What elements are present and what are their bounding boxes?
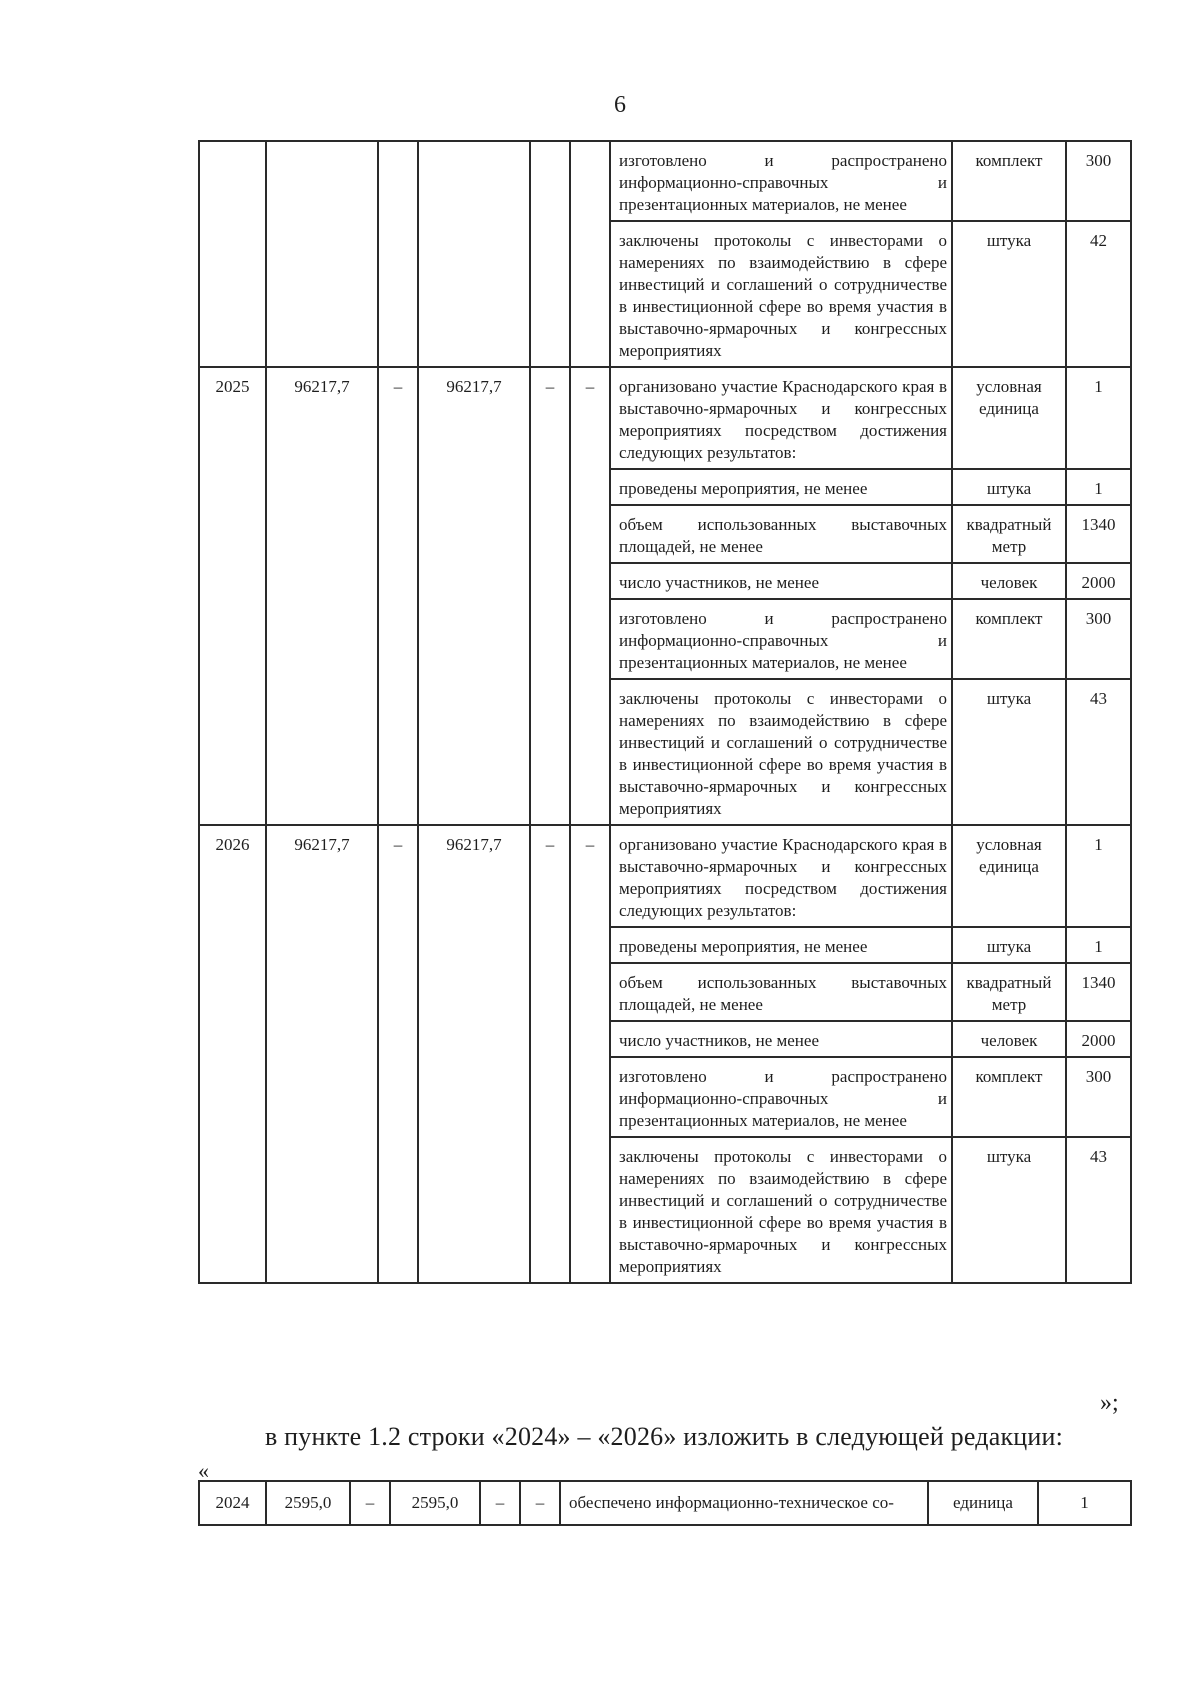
- municipal-cell: –: [530, 367, 570, 825]
- closing-quote: »;: [1100, 1390, 1119, 1416]
- regional-cell: 2595,0: [390, 1481, 480, 1525]
- extra-budget-cell: –: [570, 825, 610, 1283]
- extra-budget-cell: –: [570, 367, 610, 825]
- table-row: [199, 141, 1131, 221]
- result-text-cell: заключены протоколы с инвесторами о намерениях по взаимодействию в сфере инвестиций и соглашений о сотрудничестве в инвестиционной сфере во время участия в выставочно-ярмарочных и конгрессных мероприятиях: [610, 1137, 952, 1283]
- unit-cell: условная единица: [952, 825, 1066, 927]
- unit-cell: комплект: [952, 141, 1066, 221]
- unit-cell: штука: [952, 469, 1066, 505]
- result-text-cell: объем использованных выставочных площадей, не менее: [610, 505, 952, 563]
- value-cell: 1: [1038, 1481, 1131, 1525]
- result-text-cell: проведены мероприятия, не менее: [610, 927, 952, 963]
- value-cell: 1: [1066, 825, 1131, 927]
- unit-cell: комплект: [952, 599, 1066, 679]
- regional-cell: 96217,7: [418, 367, 530, 825]
- total-cell: 96217,7: [266, 367, 378, 825]
- instruction-text: в пункте 1.2 строки «2024» – «2026» изложить в следующей редакции:: [265, 1422, 1064, 1451]
- municipal-cell: –: [530, 825, 570, 1283]
- extra-budget-cell: –: [520, 1481, 560, 1525]
- result-text-cell: организовано участие Краснодарского края в выставочно-ярмарочных и конгрессных мероприятиях посредством достижения следующих результатов:: [610, 825, 952, 927]
- total-cell: [266, 141, 378, 367]
- result-text-cell: число участников, не менее: [610, 1021, 952, 1057]
- unit-cell: квадратный метр: [952, 505, 1066, 563]
- year-cell: 2026: [199, 825, 266, 1283]
- value-cell: 2000: [1066, 563, 1131, 599]
- result-text-cell: изготовлено и распространено информационно-справочных и презентационных материалов, не менее: [610, 599, 952, 679]
- results-table: [198, 140, 1132, 1284]
- value-cell: 1340: [1066, 505, 1131, 563]
- unit-cell: комплект: [952, 1057, 1066, 1137]
- result-text-cell: изготовлено и распространено информационно-справочных и презентационных материалов, не менее: [610, 1057, 952, 1137]
- unit-cell: штука: [952, 221, 1066, 367]
- value-cell: 2000: [1066, 1021, 1131, 1057]
- extra-budget-cell: [570, 141, 610, 367]
- next-table-row: [199, 1481, 1131, 1525]
- municipal-cell: –: [480, 1481, 520, 1525]
- value-cell: 43: [1066, 1137, 1131, 1283]
- result-text-cell: проведены мероприятия, не менее: [610, 469, 952, 505]
- unit-cell: штука: [952, 679, 1066, 825]
- regional-cell: [418, 141, 530, 367]
- unit-cell: квадратный метр: [952, 963, 1066, 1021]
- federal-cell: –: [378, 825, 418, 1283]
- next-table: [198, 1480, 1132, 1526]
- value-cell: 43: [1066, 679, 1131, 825]
- value-cell: 300: [1066, 141, 1131, 221]
- table-row: [199, 825, 1131, 927]
- value-cell: 300: [1066, 599, 1131, 679]
- value-cell: 42: [1066, 221, 1131, 367]
- unit-cell: человек: [952, 1021, 1066, 1057]
- page-number: 6: [614, 92, 626, 118]
- total-cell: 96217,7: [266, 825, 378, 1283]
- unit-cell: штука: [952, 1137, 1066, 1283]
- federal-cell: –: [378, 367, 418, 825]
- municipal-cell: [530, 141, 570, 367]
- unit-cell: условная единица: [952, 367, 1066, 469]
- federal-cell: [378, 141, 418, 367]
- total-cell: 2595,0: [266, 1481, 350, 1525]
- result-text-cell: заключены протоколы с инвесторами о намерениях по взаимодействию в сфере инвестиций и соглашений о сотрудничестве в инвестиционной сфере во время участия в выставочно-ярмарочных и конгрессных мероприятиях: [610, 679, 952, 825]
- value-cell: 1: [1066, 367, 1131, 469]
- value-cell: 1: [1066, 927, 1131, 963]
- result-text-cell: организовано участие Краснодарского края в выставочно-ярмарочных и конгрессных мероприятиях посредством достижения следующих результатов:: [610, 367, 952, 469]
- value-cell: 1: [1066, 469, 1131, 505]
- result-text-cell: объем использованных выставочных площадей, не менее: [610, 963, 952, 1021]
- year-cell: [199, 141, 266, 367]
- result-text-cell: число участников, не менее: [610, 563, 952, 599]
- year-cell: 2024: [199, 1481, 266, 1525]
- result-text-cell: обеспечено информационно-техническое со-: [560, 1481, 928, 1525]
- unit-cell: единица: [928, 1481, 1038, 1525]
- value-cell: 300: [1066, 1057, 1131, 1137]
- result-text-cell: изготовлено и распространено информационно-справочных и презентационных материалов, не менее: [610, 141, 952, 221]
- opening-quote: «: [198, 1458, 209, 1483]
- table-row: [199, 367, 1131, 469]
- regional-cell: 96217,7: [418, 825, 530, 1283]
- year-cell: 2025: [199, 367, 266, 825]
- unit-cell: человек: [952, 563, 1066, 599]
- value-cell: 1340: [1066, 963, 1131, 1021]
- federal-cell: –: [350, 1481, 390, 1525]
- unit-cell: штука: [952, 927, 1066, 963]
- result-text-cell: заключены протоколы с инвесторами о намерениях по взаимодействию в сфере инвестиций и соглашений о сотрудничестве в инвестиционной сфере во время участия в выставочно-ярмарочных и конгрессных мероприятиях: [610, 221, 952, 367]
